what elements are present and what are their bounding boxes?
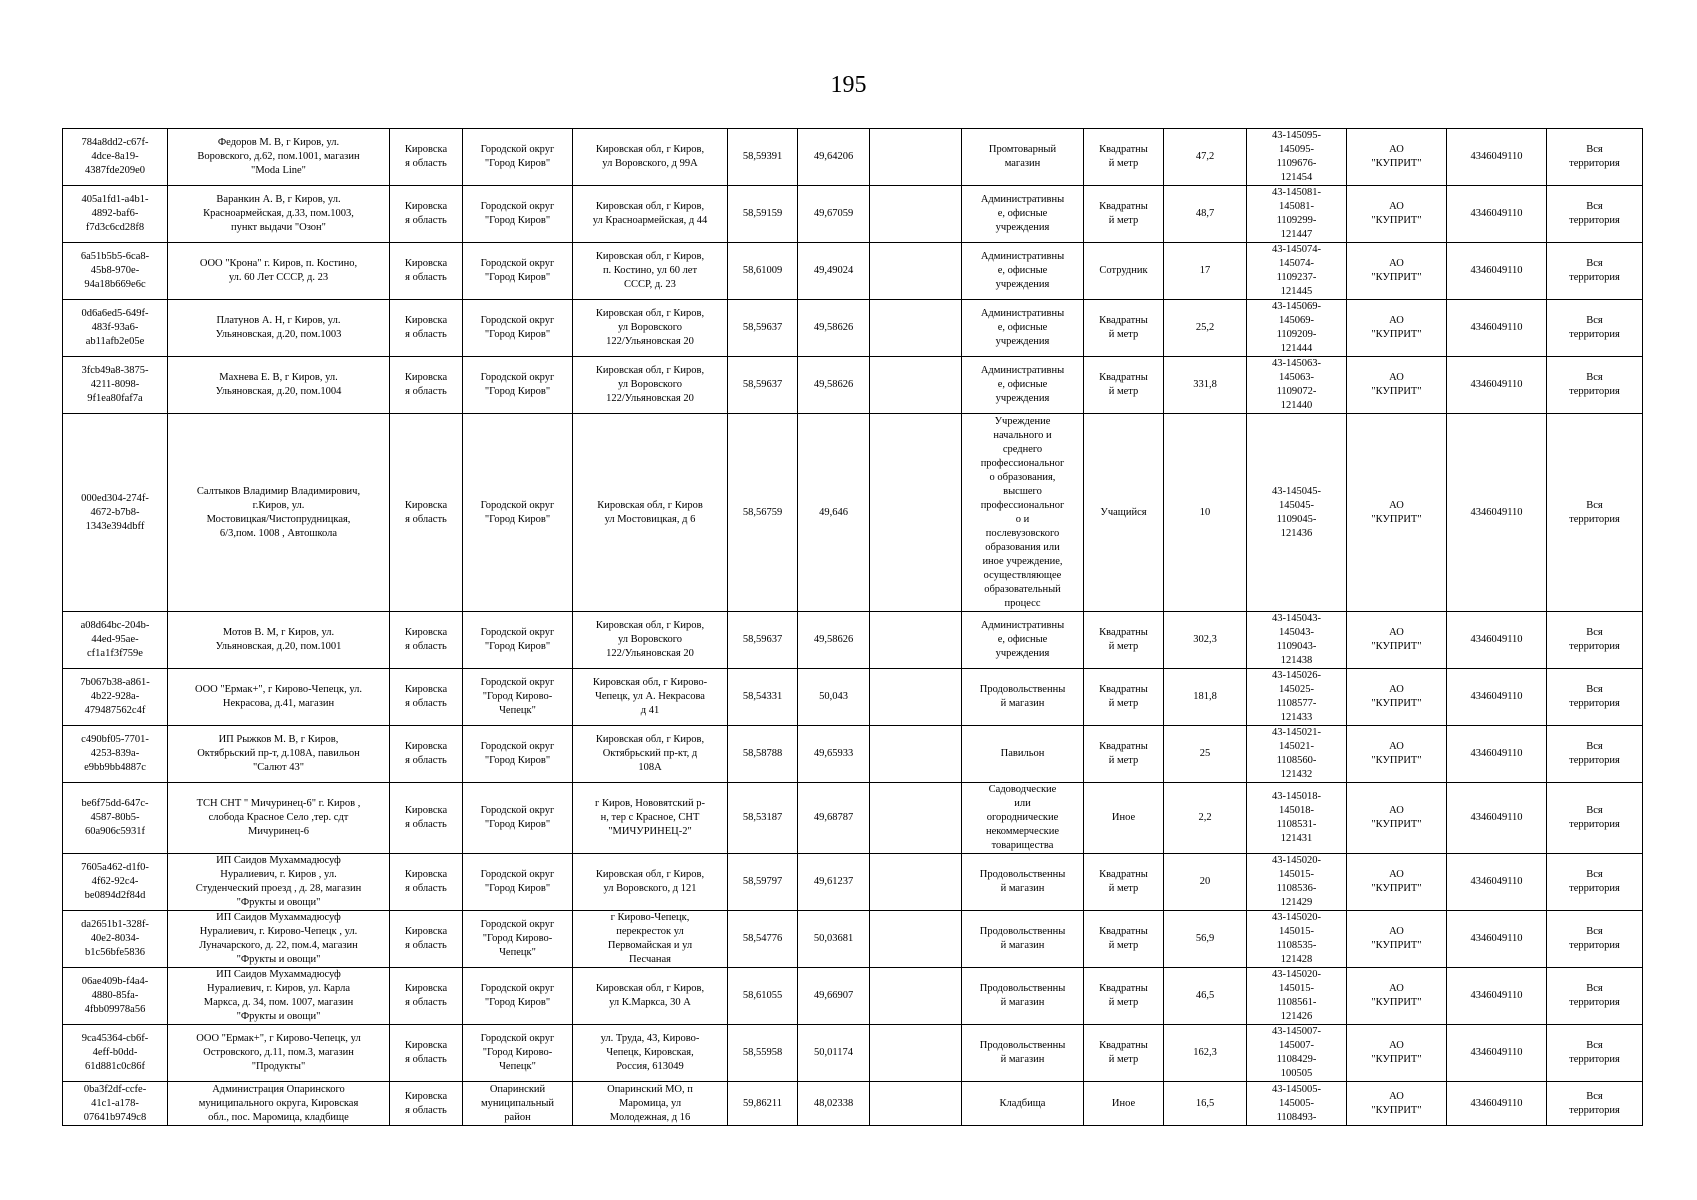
- table-row: [63, 968, 1643, 1025]
- cell-unit: Квадратны й метр: [1084, 612, 1164, 669]
- cell-blank: [870, 783, 962, 854]
- cell-lon: 49,64206: [798, 129, 870, 186]
- cell-district: Городской округ "Город Киров": [463, 300, 573, 357]
- table-row: [63, 1082, 1643, 1126]
- table-row: [63, 414, 1643, 612]
- cell-operator: АО "КУПРИТ": [1347, 357, 1447, 414]
- cell-lat: 58,58788: [728, 726, 798, 783]
- cell-id: 0ba3f2df-ccfe- 41c1-a178- 07641b9749c8: [63, 1082, 168, 1126]
- cell-inn: 4346049110: [1447, 911, 1547, 968]
- cell-district: Городской округ "Город Киров": [463, 968, 573, 1025]
- cell-inn: 4346049110: [1447, 357, 1547, 414]
- cell-address: Кировская обл, г Киров, ул Красноармейская, д 44: [573, 186, 728, 243]
- cell-region: Кировска я область: [390, 783, 463, 854]
- cell-category: Продовольственны й магазин: [962, 854, 1084, 911]
- cell-lon: 50,01174: [798, 1025, 870, 1082]
- cell-source: ИП Рыжков М. В, г Киров, Октябрьский пр-т, д.108А, павильон "Салют 43": [168, 726, 390, 783]
- cell-district: Городской округ "Город Кирово- Чепецк": [463, 1025, 573, 1082]
- cell-address: Кировская обл, г Киров, ул Воровского 122/Ульяновская 20: [573, 357, 728, 414]
- cell-inn: 4346049110: [1447, 612, 1547, 669]
- cell-operator: АО "КУПРИТ": [1347, 1082, 1447, 1126]
- cell-id: 000ed304-274f- 4672-b7b8- 1343e394dbff: [63, 414, 168, 612]
- cell-territory: Вся территория: [1547, 726, 1643, 783]
- cell-id: 3fcb49a8-3875- 4211-8098- 9f1ea80faf7a: [63, 357, 168, 414]
- cell-region: Кировска я область: [390, 726, 463, 783]
- cell-territory: Вся территория: [1547, 612, 1643, 669]
- cell-region: Кировска я область: [390, 854, 463, 911]
- cell-address: Кировская обл, г Киров, ул Воровского, д 99А: [573, 129, 728, 186]
- cell-unit: Квадратны й метр: [1084, 1025, 1164, 1082]
- cell-district: Городской округ "Город Киров": [463, 783, 573, 854]
- cell-lat: 58,59637: [728, 357, 798, 414]
- cell-blank: [870, 243, 962, 300]
- cell-region: Кировска я область: [390, 186, 463, 243]
- table-row: [63, 911, 1643, 968]
- cell-inn: 4346049110: [1447, 129, 1547, 186]
- cell-code: 43-145045- 145045- 1109045- 121436: [1247, 414, 1347, 612]
- cell-district: Городской округ "Город Кирово- Чепецк": [463, 911, 573, 968]
- cell-source: Администрация Опаринского муниципального округа, Кировская обл., пос. Маромица, кладбище: [168, 1082, 390, 1126]
- table-row: [63, 129, 1643, 186]
- cell-lat: 58,61009: [728, 243, 798, 300]
- cell-id: a08d64bc-204b- 44ed-95ae- cf1a1f3f759e: [63, 612, 168, 669]
- cell-operator: АО "КУПРИТ": [1347, 612, 1447, 669]
- cell-lat: 58,55958: [728, 1025, 798, 1082]
- cell-source: Махнева Е. В, г Киров, ул. Ульяновская, д.20, пом.1004: [168, 357, 390, 414]
- cell-source: Федоров М. В, г Киров, ул. Воровского, д.62, пом.1001, магазин "Moda Line": [168, 129, 390, 186]
- cell-code: 43-145069- 145069- 1109209- 121444: [1247, 300, 1347, 357]
- cell-source: Платунов А. Н, г Киров, ул. Ульяновская, д.20, пом.1003: [168, 300, 390, 357]
- cell-blank: [870, 414, 962, 612]
- cell-region: Кировска я область: [390, 1025, 463, 1082]
- cell-source: ИП Саидов Мухаммадюсуф Нуралиевич, г. Кирово-Чепецк , ул. Луначарского, д. 22, пом.4, магазин "Фрукты и овощи": [168, 911, 390, 968]
- cell-inn: 4346049110: [1447, 414, 1547, 612]
- cell-address: г Киров, Нововятский р- н, тер с Красное, СНТ "МИЧУРИНЕЦ-2": [573, 783, 728, 854]
- cell-source: ИП Саидов Мухаммадюсуф Нуралиевич, г. Киров, ул. Карла Маркса, д. 34, пом. 1007, магазин "Фрукты и овощи": [168, 968, 390, 1025]
- cell-territory: Вся территория: [1547, 129, 1643, 186]
- cell-unit: Квадратны й метр: [1084, 129, 1164, 186]
- cell-territory: Вся территория: [1547, 414, 1643, 612]
- cell-region: Кировска я область: [390, 414, 463, 612]
- cell-unit: Квадратны й метр: [1084, 726, 1164, 783]
- cell-inn: 4346049110: [1447, 726, 1547, 783]
- cell-category: Административны е, офисные учреждения: [962, 243, 1084, 300]
- table-row: [63, 1025, 1643, 1082]
- cell-lat: 58,59637: [728, 300, 798, 357]
- cell-lon: 50,03681: [798, 911, 870, 968]
- cell-district: Городской округ "Город Киров": [463, 357, 573, 414]
- cell-territory: Вся территория: [1547, 186, 1643, 243]
- cell-district: Городской округ "Город Киров": [463, 854, 573, 911]
- cell-category: Промтоварный магазин: [962, 129, 1084, 186]
- cell-territory: Вся территория: [1547, 243, 1643, 300]
- cell-inn: 4346049110: [1447, 854, 1547, 911]
- cell-source: ТСН СНТ " Мичуринец-6" г. Киров , слобода Красное Село ,тер. сдт Мичуринец-6: [168, 783, 390, 854]
- cell-region: Кировска я область: [390, 669, 463, 726]
- cell-inn: 4346049110: [1447, 1025, 1547, 1082]
- cell-inn: 4346049110: [1447, 186, 1547, 243]
- cell-id: da2651b1-328f- 40e2-8034- b1c56bfe5836: [63, 911, 168, 968]
- cell-code: 43-145026- 145025- 1108577- 121433: [1247, 669, 1347, 726]
- cell-region: Кировска я область: [390, 129, 463, 186]
- cell-category: Учреждение начального и среднего профессиональног о образования, высшего профессиональног о и послевузовского образования или иное учреждение, осуществляющее образовательный процесс: [962, 414, 1084, 612]
- cell-lon: 49,58626: [798, 612, 870, 669]
- cell-category: Кладбища: [962, 1082, 1084, 1126]
- cell-address: Кировская обл, г Киров, ул Воровского, д 121: [573, 854, 728, 911]
- cell-operator: АО "КУПРИТ": [1347, 414, 1447, 612]
- cell-id: 9ca45364-cb6f- 4eff-b0dd- 61d881c0c86f: [63, 1025, 168, 1082]
- cell-source: ООО "Крона" г. Киров, п. Костино, ул. 60 Лет СССР, д. 23: [168, 243, 390, 300]
- cell-territory: Вся территория: [1547, 911, 1643, 968]
- cell-territory: Вся территория: [1547, 968, 1643, 1025]
- cell-amount: 56,9: [1164, 911, 1247, 968]
- cell-id: 7605a462-d1f0- 4f62-92c4- be0894d2f84d: [63, 854, 168, 911]
- cell-code: 43-145020- 145015- 1108536- 121429: [1247, 854, 1347, 911]
- cell-id: 0d6a6ed5-649f- 483f-93a6- ab11afb2e05e: [63, 300, 168, 357]
- cell-code: 43-145005- 145005- 1108493-: [1247, 1082, 1347, 1126]
- cell-amount: 20: [1164, 854, 1247, 911]
- cell-address: Кировская обл, г Киров, п. Костино, ул 60 лет СССР, д. 23: [573, 243, 728, 300]
- cell-blank: [870, 357, 962, 414]
- cell-source: ООО "Ермак+", г Кирово-Чепецк, ул Островского, д.11, пом.3, магазин "Продукты": [168, 1025, 390, 1082]
- cell-unit: Квадратны й метр: [1084, 911, 1164, 968]
- cell-amount: 2,2: [1164, 783, 1247, 854]
- cell-region: Кировска я область: [390, 357, 463, 414]
- cell-territory: Вся территория: [1547, 1082, 1643, 1126]
- cell-region: Кировска я область: [390, 911, 463, 968]
- cell-source: ИП Саидов Мухаммадюсуф Нуралиевич, г. Киров , ул. Студенческий проезд , д. 28, магазин "Фрукты и овощи": [168, 854, 390, 911]
- cell-blank: [870, 1082, 962, 1126]
- cell-source: Варанкин А. В, г Киров, ул. Красноармейская, д.33, пом.1003, пункт выдачи "Озон": [168, 186, 390, 243]
- cell-blank: [870, 300, 962, 357]
- cell-district: Городской округ "Город Кирово- Чепецк": [463, 669, 573, 726]
- cell-unit: Квадратны й метр: [1084, 357, 1164, 414]
- cell-blank: [870, 1025, 962, 1082]
- cell-district: Опаринский муниципальный район: [463, 1082, 573, 1126]
- cell-address: Кировская обл, г Кирово- Чепецк, ул А. Некрасова д 41: [573, 669, 728, 726]
- cell-lat: 58,59797: [728, 854, 798, 911]
- cell-source: Салтыков Владимир Владимирович, г.Киров, ул. Мостовицкая/Чистопрудницкая, 6/3,пом. 1008 , Автошкола: [168, 414, 390, 612]
- cell-operator: АО "КУПРИТ": [1347, 854, 1447, 911]
- cell-amount: 46,5: [1164, 968, 1247, 1025]
- cell-amount: 17: [1164, 243, 1247, 300]
- cell-address: Опаринский МО, п Маромица, ул Молодежная, д 16: [573, 1082, 728, 1126]
- cell-operator: АО "КУПРИТ": [1347, 726, 1447, 783]
- cell-category: Продовольственны й магазин: [962, 669, 1084, 726]
- cell-territory: Вся территория: [1547, 854, 1643, 911]
- cell-territory: Вся территория: [1547, 357, 1643, 414]
- cell-category: Павильон: [962, 726, 1084, 783]
- cell-source: Мотов В. М, г Киров, ул. Ульяновская, д.20, пом.1001: [168, 612, 390, 669]
- cell-region: Кировска я область: [390, 300, 463, 357]
- cell-district: Городской округ "Город Киров": [463, 414, 573, 612]
- cell-id: 405a1fd1-a4b1- 4892-baf6- f7d3c6cd28f8: [63, 186, 168, 243]
- cell-category: Продовольственны й магазин: [962, 1025, 1084, 1082]
- table-row: [63, 783, 1643, 854]
- cell-operator: АО "КУПРИТ": [1347, 911, 1447, 968]
- cell-lat: 58,53187: [728, 783, 798, 854]
- cell-lon: 49,58626: [798, 300, 870, 357]
- cell-operator: АО "КУПРИТ": [1347, 129, 1447, 186]
- cell-lon: 49,646: [798, 414, 870, 612]
- cell-inn: 4346049110: [1447, 669, 1547, 726]
- cell-amount: 48,7: [1164, 186, 1247, 243]
- cell-amount: 16,5: [1164, 1082, 1247, 1126]
- cell-lat: 58,56759: [728, 414, 798, 612]
- table-row: [63, 669, 1643, 726]
- cell-region: Кировска я область: [390, 243, 463, 300]
- cell-code: 43-145021- 145021- 1108560- 121432: [1247, 726, 1347, 783]
- cell-lat: 58,54776: [728, 911, 798, 968]
- cell-territory: Вся территория: [1547, 783, 1643, 854]
- cell-district: Городской округ "Город Киров": [463, 129, 573, 186]
- cell-id: c490bf05-7701- 4253-839a- e9bb9bb4887c: [63, 726, 168, 783]
- cell-unit: Иное: [1084, 1082, 1164, 1126]
- page-number: 195: [830, 72, 867, 98]
- cell-amount: 302,3: [1164, 612, 1247, 669]
- cell-unit: Квадратны й метр: [1084, 300, 1164, 357]
- cell-district: Городской округ "Город Киров": [463, 186, 573, 243]
- cell-source: ООО "Ермак+", г Кирово-Чепецк, ул. Некрасова, д.41, магазин: [168, 669, 390, 726]
- table-row: [63, 854, 1643, 911]
- cell-category: Продовольственны й магазин: [962, 968, 1084, 1025]
- cell-lat: 58,59391: [728, 129, 798, 186]
- cell-address: г Кирово-Чепецк, перекресток ул Первомайская и ул Песчаная: [573, 911, 728, 968]
- cell-district: Городской округ "Город Киров": [463, 243, 573, 300]
- cell-address: Кировская обл, г Киров, ул Воровского 122/Ульяновская 20: [573, 300, 728, 357]
- cell-district: Городской округ "Город Киров": [463, 726, 573, 783]
- cell-lon: 49,68787: [798, 783, 870, 854]
- cell-operator: АО "КУПРИТ": [1347, 300, 1447, 357]
- cell-id: 7b067b38-a861- 4b22-928a- 479487562c4f: [63, 669, 168, 726]
- cell-blank: [870, 669, 962, 726]
- cell-code: 43-145074- 145074- 1109237- 121445: [1247, 243, 1347, 300]
- cell-blank: [870, 968, 962, 1025]
- cell-region: Кировска я область: [390, 612, 463, 669]
- cell-lat: 58,61055: [728, 968, 798, 1025]
- cell-address: Кировская обл, г Киров, ул Воровского 122/Ульяновская 20: [573, 612, 728, 669]
- cell-id: be6f75dd-647c- 4587-80b5- 60a906c5931f: [63, 783, 168, 854]
- cell-territory: Вся территория: [1547, 300, 1643, 357]
- cell-lon: 50,043: [798, 669, 870, 726]
- cell-blank: [870, 612, 962, 669]
- cell-address: ул. Труда, 43, Кирово- Чепецк, Кировская, Россия, 613049: [573, 1025, 728, 1082]
- table-row: [63, 300, 1643, 357]
- cell-unit: Иное: [1084, 783, 1164, 854]
- cell-category: Административны е, офисные учреждения: [962, 612, 1084, 669]
- cell-operator: АО "КУПРИТ": [1347, 1025, 1447, 1082]
- table-row: [63, 186, 1643, 243]
- cell-unit: Квадратны й метр: [1084, 186, 1164, 243]
- cell-lat: 58,59637: [728, 612, 798, 669]
- cell-lon: 48,02338: [798, 1082, 870, 1126]
- cell-id: 784a8dd2-c67f- 4dce-8a19- 4387fde209e0: [63, 129, 168, 186]
- cell-category: Административны е, офисные учреждения: [962, 357, 1084, 414]
- cell-blank: [870, 186, 962, 243]
- cell-operator: АО "КУПРИТ": [1347, 243, 1447, 300]
- cell-operator: АО "КУПРИТ": [1347, 783, 1447, 854]
- cell-amount: 25,2: [1164, 300, 1247, 357]
- table-row: [63, 357, 1643, 414]
- cell-operator: АО "КУПРИТ": [1347, 669, 1447, 726]
- cell-code: 43-145063- 145063- 1109072- 121440: [1247, 357, 1347, 414]
- cell-territory: Вся территория: [1547, 1025, 1643, 1082]
- cell-lon: 49,65933: [798, 726, 870, 783]
- cell-blank: [870, 726, 962, 783]
- cell-blank: [870, 854, 962, 911]
- cell-address: Кировская обл, г Киров, ул К.Маркса, 30 А: [573, 968, 728, 1025]
- cell-lat: 58,59159: [728, 186, 798, 243]
- registry-table: [62, 128, 1643, 1126]
- cell-amount: 181,8: [1164, 669, 1247, 726]
- cell-lon: 49,58626: [798, 357, 870, 414]
- cell-territory: Вся территория: [1547, 669, 1643, 726]
- cell-id: 6a51b5b5-6ca8- 45b8-970e- 94a18b669e6c: [63, 243, 168, 300]
- cell-blank: [870, 911, 962, 968]
- table-row: [63, 243, 1643, 300]
- cell-amount: 10: [1164, 414, 1247, 612]
- cell-code: 43-145018- 145018- 1108531- 121431: [1247, 783, 1347, 854]
- cell-unit: Квадратны й метр: [1084, 968, 1164, 1025]
- cell-blank: [870, 129, 962, 186]
- table-body: [63, 129, 1643, 1126]
- cell-unit: Квадратны й метр: [1084, 669, 1164, 726]
- cell-code: 43-145081- 145081- 1109299- 121447: [1247, 186, 1347, 243]
- cell-region: Кировска я область: [390, 968, 463, 1025]
- cell-lon: 49,49024: [798, 243, 870, 300]
- cell-operator: АО "КУПРИТ": [1347, 186, 1447, 243]
- cell-amount: 47,2: [1164, 129, 1247, 186]
- cell-category: Продовольственны й магазин: [962, 911, 1084, 968]
- cell-address: Кировская обл, г Киров ул Мостовицкая, д 6: [573, 414, 728, 612]
- cell-unit: Квадратны й метр: [1084, 854, 1164, 911]
- cell-inn: 4346049110: [1447, 783, 1547, 854]
- cell-amount: 162,3: [1164, 1025, 1247, 1082]
- cell-code: 43-145020- 145015- 1108535- 121428: [1247, 911, 1347, 968]
- cell-inn: 4346049110: [1447, 243, 1547, 300]
- cell-district: Городской округ "Город Киров": [463, 612, 573, 669]
- cell-inn: 4346049110: [1447, 1082, 1547, 1126]
- cell-code: 43-145007- 145007- 1108429- 100505: [1247, 1025, 1347, 1082]
- cell-lon: 49,61237: [798, 854, 870, 911]
- cell-operator: АО "КУПРИТ": [1347, 968, 1447, 1025]
- cell-code: 43-145043- 145043- 1109043- 121438: [1247, 612, 1347, 669]
- cell-inn: 4346049110: [1447, 968, 1547, 1025]
- cell-code: 43-145095- 145095- 1109676- 121454: [1247, 129, 1347, 186]
- cell-lon: 49,66907: [798, 968, 870, 1025]
- cell-unit: Учащийся: [1084, 414, 1164, 612]
- cell-id: 06ae409b-f4a4- 4880-85fa- 4fbb09978a56: [63, 968, 168, 1025]
- cell-region: Кировска я область: [390, 1082, 463, 1126]
- cell-lat: 59,86211: [728, 1082, 798, 1126]
- cell-address: Кировская обл, г Киров, Октябрьский пр-кт, д 108А: [573, 726, 728, 783]
- cell-lon: 49,67059: [798, 186, 870, 243]
- cell-amount: 331,8: [1164, 357, 1247, 414]
- cell-inn: 4346049110: [1447, 300, 1547, 357]
- cell-category: Садоводческие или огороднические некоммерческие товарищества: [962, 783, 1084, 854]
- cell-category: Административны е, офисные учреждения: [962, 186, 1084, 243]
- table-row: [63, 726, 1643, 783]
- cell-lat: 58,54331: [728, 669, 798, 726]
- table-row: [63, 612, 1643, 669]
- cell-code: 43-145020- 145015- 1108561- 121426: [1247, 968, 1347, 1025]
- cell-unit: Сотрудник: [1084, 243, 1164, 300]
- cell-amount: 25: [1164, 726, 1247, 783]
- cell-category: Административны е, офисные учреждения: [962, 300, 1084, 357]
